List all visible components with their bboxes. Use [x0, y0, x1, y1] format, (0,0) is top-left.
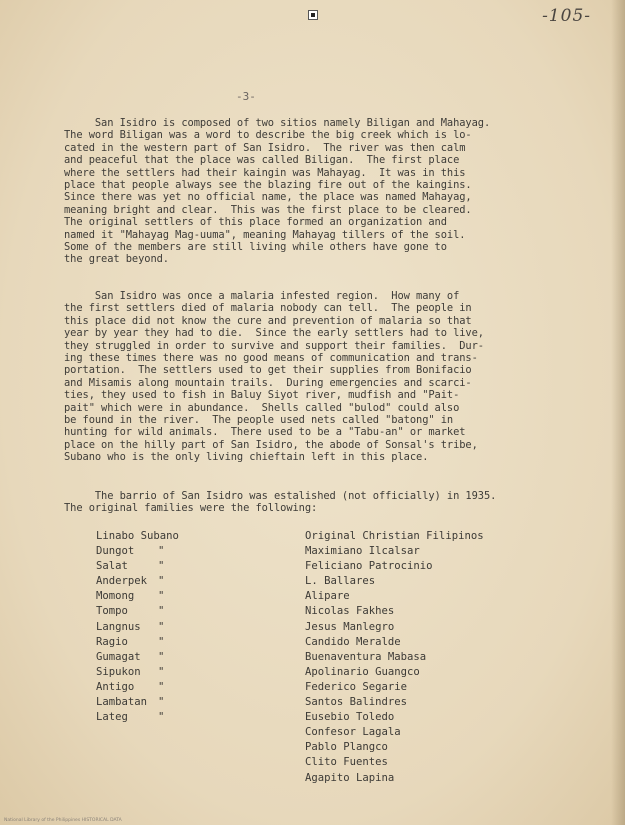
paragraph-sitios: San Isidro is composed of two sitios namely Biligan and Mahayag. The word Biligan was a word to describe the big creek which is lo- cated in the western part of San Isidro. The river was then calm and peaceful that the place was called Biligan. The first place where the settlers had their kaingin was Mahayag. It was in this place that people always see the blazing fire out of the kaingins. Since there was yet no official name, the place was named Mahayag, meaning bright and clear. This was the first place to be cleared. The original settlers of this place formed an organization and named it "Mahayag Mag-uuma", meaning Mahayag tillers of the soil. Some of the members are still living while others have gone to the great beyond.: [64, 117, 491, 266]
list-item: Eusebio Toledo: [305, 711, 395, 724]
list-item: Lateg ": [96, 711, 165, 724]
list-item: Pablo Plangco: [305, 741, 388, 754]
list-item: L. Ballares: [305, 575, 376, 588]
list-item: Gumagat ": [96, 650, 165, 663]
scan-marker-icon: [308, 10, 318, 20]
page-number: -105-: [542, 6, 591, 26]
list-item: Sipukon ": [96, 665, 165, 678]
list-item: Linabo Subano: [96, 530, 179, 542]
archive-footer: National Library of the Philippines HISTORICAL DATA: [4, 818, 122, 823]
list-item: Clito Fuentes: [305, 756, 388, 769]
list-item: Momong ": [96, 590, 165, 603]
page-edge-shadow: [611, 0, 625, 825]
list-item: Candido Meralde: [305, 635, 401, 648]
list-item: Buenaventura Mabasa: [305, 650, 427, 663]
list-item: Jesus Manlegro: [305, 620, 395, 633]
list-item: Agapito Lapina: [305, 771, 395, 784]
paragraph-malaria: San Isidro was once a malaria infested region. How many of the first settlers died of malaria nobody can tell. The people in this place did not know the cure and prevention of malaria so that year by year they had to die. Since the early settlers had to live, they struggled in order to survive and support their families. Dur- ing these times there was no good means of communication and trans- portation. The settlers used to get their supplies from Bonifacio and Misamis along mountain trails. During emergencies and scarci- ties, they used to fish in Baluy Siyot river, mudfish and "Pait- pait" which were in abundance. Shells called "bulod" could also be found in the river. The people used nets called "batong" in hunting for wild animals. There used to be a "Tabu-an" or market place on the hilly part of San Isidro, the abode of Sonsal's tribe, Subano who is the only living chieftain left in this place.: [64, 290, 484, 464]
list-item: Feliciano Patrocinio: [305, 560, 433, 573]
list-item: Lambatan ": [96, 696, 165, 709]
subano-families-column: [96, 529, 246, 725]
list-item: Dungot ": [96, 545, 165, 558]
list-item: Tompo ": [96, 605, 165, 618]
list-item: Santos Balindres: [305, 696, 408, 709]
list-item: Alipare: [305, 590, 350, 603]
list-item: Original Christian Filipinos: [305, 530, 484, 542]
list-item: Antigo ": [96, 680, 165, 693]
list-item: Salat ": [96, 560, 165, 573]
list-item: Confesor Lagala: [305, 726, 401, 739]
list-item: Maximiano Ilcalsar: [305, 545, 420, 558]
list-item: Federico Segarie: [305, 680, 408, 693]
paragraph-establishment: The barrio of San Isidro was estalished (not officially) in 1935. The original families were the following:: [64, 490, 497, 515]
section-mark: -3-: [236, 90, 256, 103]
list-item: Apolinario Guangco: [305, 665, 420, 678]
christian-families-column: [305, 529, 605, 786]
list-item: Anderpek ": [96, 575, 165, 588]
list-item: Ragio ": [96, 635, 165, 648]
list-item: Nicolas Fakhes: [305, 605, 395, 618]
list-item: Langnus ": [96, 620, 165, 633]
